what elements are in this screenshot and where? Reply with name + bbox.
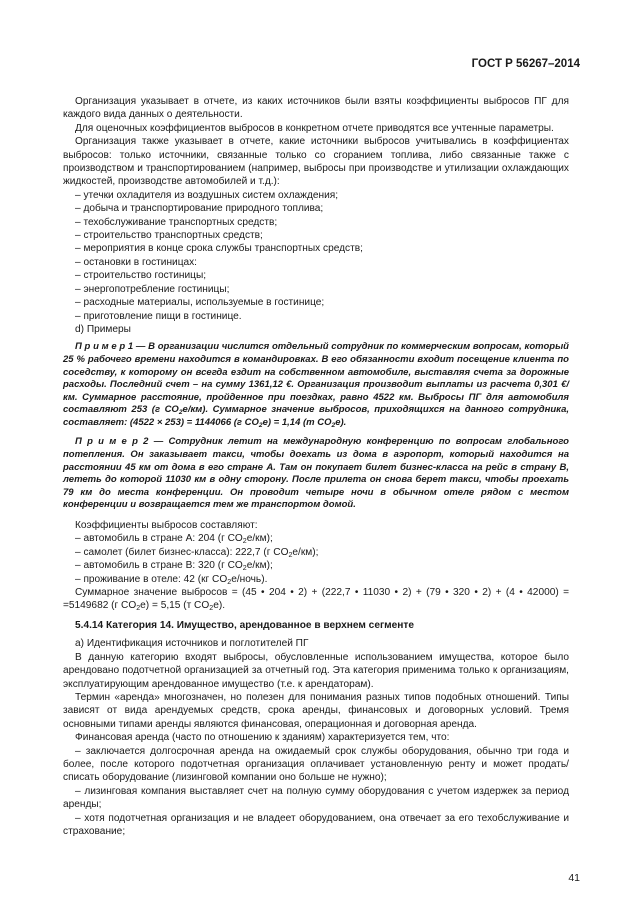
coef-title: Коэффициенты выбросов составляют:	[75, 520, 258, 532]
list-item: – утечки охладителя из воздушных систем охлаждения;	[75, 189, 339, 201]
paragraph: Организация также указывает в отчете, какие источники выбросов учитывались в коэффициентах выбросов: только источники, связанные только со сгоранием топлива, либо связанные также с производством и транспортированием (например, выбросы при производстве и утилизации охлаждающих жидкостей, производстве автомобилей и т.д.):	[63, 136, 569, 188]
list-item: – проживание в отеле: 42 (кг $CO_2е/ночь$).	[75, 573, 268, 586]
page-number: 41	[568, 872, 580, 884]
paragraph: Термин «аренда» многозначен, но полезен для понимания разных типов подобных отношений. Типы зависят от вида арендуемых средств, срока аренды, финансовых и договорных условий. Тремя основными типами аренды являются финансовая, операционная и договорная аренда.	[63, 691, 569, 730]
list-item: – хотя подотчетная организация и не владеет оборудованием, она отвечает за его техобслуживание и страхование;	[63, 812, 569, 837]
list-item: – добыча и транспортирование природного топлива;	[75, 203, 324, 215]
document-body	[63, 95, 569, 838]
paragraph: Финансовая аренда (часто по отношению к зданиям) характеризуется тем, что:	[75, 732, 450, 744]
section-subtitle: а) Идентификация источников и поглотителей ПГ	[75, 638, 309, 650]
example-2: П р и м е р 2 — Сотрудник летит на международную конференцию по вопросам глобального потепления. Он заказывает такси, чтобы доехать из дома в аэропорт, который находится на расстоянии 45 км от дома в его стране А. Там он покупает билет бизнес-класса на рейс в страну В, лететь до которой 11030 км в одну сторону. После прилета он снова берет такси, чтобы проехать 79 км до места конференции. Он проводит четыре ночи в обычном отеле рядом с местом конференции и возвращается тем же транспортом домой.	[63, 436, 569, 511]
list-item: – лизинговая компания выставляет счет на полную сумму оборудования с учетом издержек за период аренды;	[63, 785, 569, 811]
paragraph: Организация указывает в отчете, из каких источников были взяты коэффициенты выбросов ПГ для каждого вида данных о деятельности.	[63, 96, 569, 121]
list-item: – расходные материалы, используемые в гостинице;	[75, 297, 325, 309]
examples-title: d) Примеры	[75, 323, 131, 335]
sum-formula: Суммарное значение выбросов = (45 • 204 • 2) + (222,7 • 11030 • 2) + (79 • 320 • 2) + (4 • 42000) = =5149682 (г $CO_2е) = 5,15$ (т $CO_2е$).	[63, 587, 569, 613]
example-label: П р и м е р 2	[75, 436, 149, 448]
list-item: – заключается долгосрочная аренда на ожидаемый срок службы оборудования, обычно три года и более, после которого подотчетная организация оплачивает установленную ренту и может продать/списать оборудование (лизинговой компании оно больше не нужно);	[63, 745, 569, 784]
list-item: – строительство транспортных средств;	[75, 230, 263, 242]
list-item: – остановки в гостиницах:	[75, 256, 197, 268]
paragraph: Для оценочных коэффициентов выбросов в конкретном отчете приводятся все учтенные параметры.	[75, 122, 554, 134]
coefficients-list	[63, 532, 569, 586]
example-1: П р и м е р 1 — В организации числится отдельный сотрудник по коммерческим вопросам, который 25 % рабочего времени находится в командировках. В его обязанности входит посещение клиента по соседству, к которому он всегда ездит на собственном автомобиле, выставляя счета за дорожные расходы. Последний счет – на сумму 1361,12 €. Организация производит выплаты из расчета 0,301 €/км. Суммарное расстояние, пройденное при поездках, равно 4522 км. Выбросы ПГ для автомобиля составляют 253 (г $CO_2е/км$). Суммарное значение выбросов, приходящихся на данного сотрудника, составляет: (4522 × 253) = 1144066 (г $CO_2е) = 1,14$ (т $CO_2е$).	[63, 341, 569, 429]
paragraph: В данную категорию входят выбросы, обусловленные использованием имущества, которое было арендовано подотчетной организацией за отчетный год. Эта категория применима только к организациям, эксплуатирующим арендованное имущество (т.е. к арендаторам).	[63, 651, 569, 690]
emission-sources-list	[63, 189, 569, 323]
list-item: – приготовление пищи в гостинице.	[75, 310, 242, 322]
list-item: – автомобиль в стране А: 204 (г $CO_2е/км$);	[75, 533, 273, 546]
list-item: – энергопотребление гостиницы;	[75, 283, 230, 295]
doc-header: ГОСТ Р 56267–2014	[471, 58, 580, 70]
list-item: – строительство гостиницы;	[75, 270, 207, 282]
list-item: – автомобиль в стране В: 320 (г $CO_2е/км$);	[75, 560, 273, 573]
section-heading: 5.4.14 Категория 14. Имущество, арендованное в верхнем сегменте	[75, 619, 414, 631]
example-label: П р и м е р 1	[75, 341, 134, 353]
list-item: – самолет (билет бизнес-класса): 222,7 (г $CO_2е/км$);	[75, 546, 319, 559]
list-item: – техобслуживание транспортных средств;	[75, 216, 278, 228]
list-item: – мероприятия в конце срока службы транспортных средств;	[75, 243, 363, 255]
